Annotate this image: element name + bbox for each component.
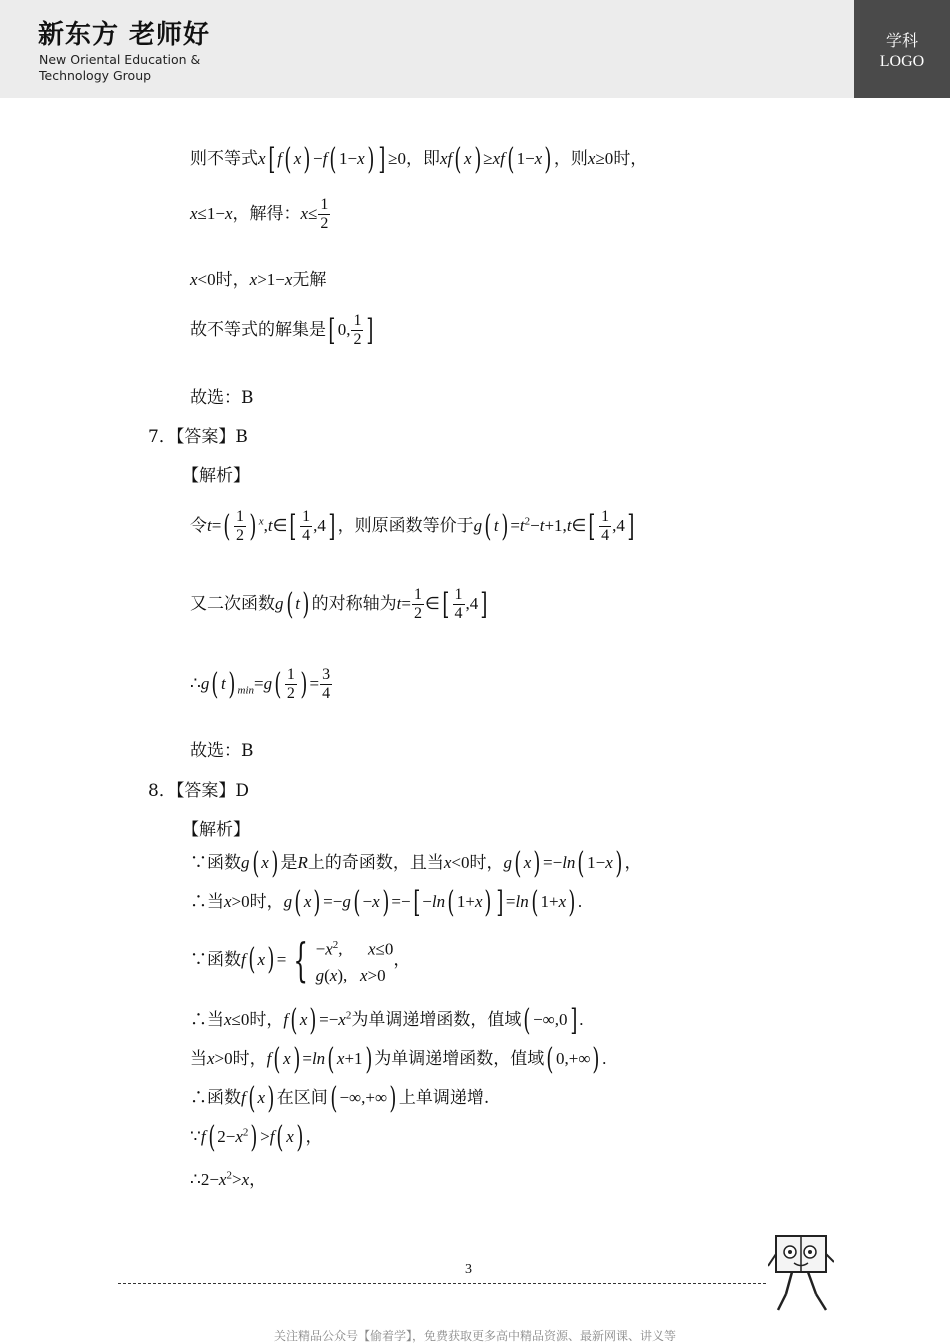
text-line: x≤1−x，解得：x≤ $\frac{1}{2}$ xyxy=(190,196,329,232)
page-number: 3 xyxy=(465,1262,472,1277)
page-header xyxy=(0,0,950,98)
text-line: 故选：B xyxy=(190,388,254,408)
text-line: ∴当x≤0时，f( $x) =-x^2$为单调递增函数，值域( −∞,0] . xyxy=(190,1002,584,1038)
text-line: x<0时，x>1−x无解 xyxy=(190,270,327,290)
subject-logo: 学科 LOGO xyxy=(854,0,950,98)
question-7-answer: 7．【答案】B xyxy=(148,427,248,447)
text-line: $\therefore 2-x^2>x$， xyxy=(190,1169,267,1190)
analysis-heading: 【解析】 xyxy=(182,820,250,840)
text-line: 故选：B xyxy=(190,741,254,761)
brand-name-en: New Oriental Education & Technology Group xyxy=(39,52,201,83)
footer-divider xyxy=(118,1283,766,1284)
text-line: ∵f( $2-x^2) >f$( x) ， xyxy=(190,1119,323,1155)
text-line: 故不等式的解集是[ 0, $\frac{1}{2}$ ] xyxy=(190,312,374,348)
brand-name-cn: 新东方 老师好 xyxy=(38,20,211,50)
text-line: 又二次函数g( t) 的对称轴为t= $\frac{1}{2}$ ∈[ $\frac{1}{4}$ ,4] xyxy=(190,586,488,622)
text-line: ∴g( t) $_{min}$=g( $\frac{1}{2}$ ) = $\frac{3}{4}$ xyxy=(190,666,331,702)
text-line: ∴当x>0时，g( x) =−g( −x) =−[ −ln( 1+x) ] =ln( 1+x) . xyxy=(190,884,583,920)
text-line: ∵函数g( x) 是R上的奇函数，且当x<0时，g( x) =−ln( 1−x) ， xyxy=(190,845,642,881)
text-line: 令t=( $\frac{1}{2}$ ) $^x$,t∈[ $\frac{1}{4}$ ,4] ，则原函数等价于g( $t) =t^2-t+1,t\in$[ $\frac{1}{4}$ ,4] xyxy=(190,508,635,544)
text-line: ∴函数f( x) 在区间( −∞,+∞) 上单调递增. xyxy=(190,1080,490,1116)
piecewise-definition: ∵函数f( x) = { $-x^2$, x≤0 g(x), x>0 ， xyxy=(190,933,411,988)
text-line: 则不等式x[ f( x) −f( 1−x) ] ≥0，即xf( x) ≥xf( 1−x) ，则x≥0时， xyxy=(190,141,648,177)
footer-note: 关注精品公众号【偷着学】，免费获取更多高中精品资源、最新网课、讲义等 xyxy=(273,1329,676,1343)
analysis-heading: 【解析】 xyxy=(182,466,250,486)
question-8-answer: 8．【答案】D xyxy=(148,781,249,801)
text-line: 当x>0时，f( x) =ln( x+1) 为单调递增函数，值域( 0,+∞) . xyxy=(190,1041,607,1077)
book-mascot-icon xyxy=(768,1232,834,1316)
